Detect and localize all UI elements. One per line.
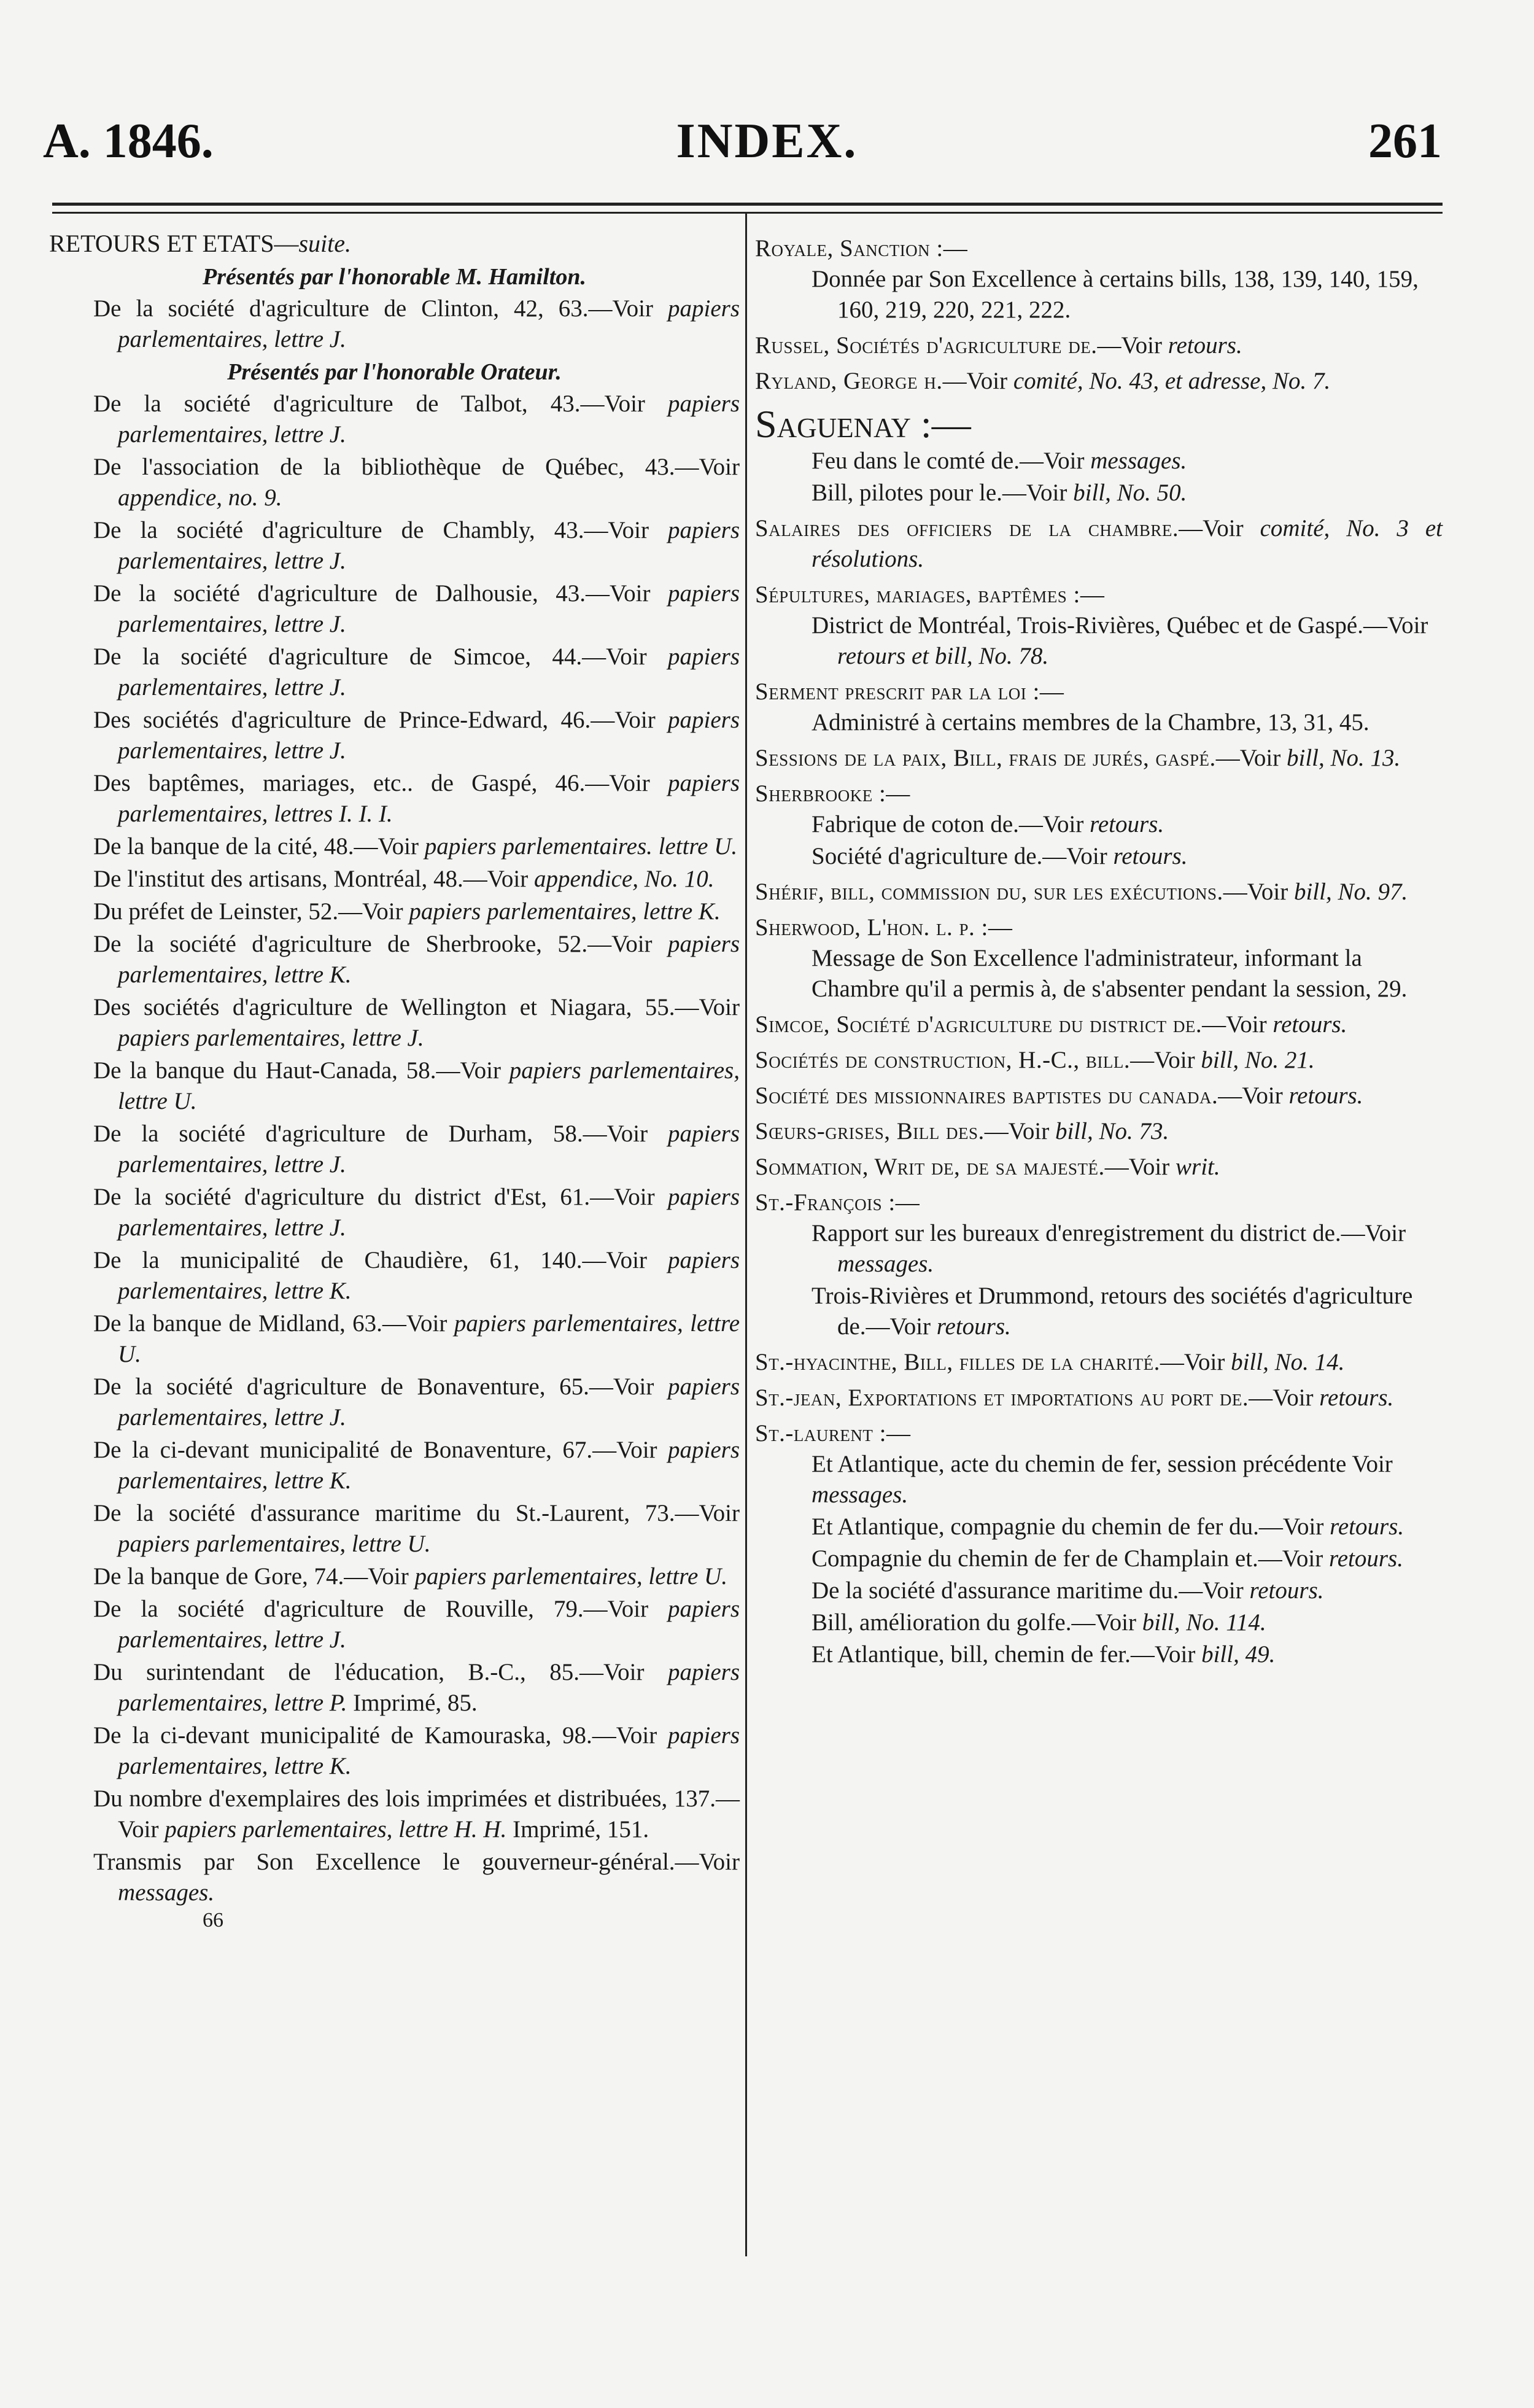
index-entry: De la société d'agriculture de Rouville, 79.—Voir papiers parlementaires, lettre J. <box>93 1596 740 1653</box>
header-rule-thick <box>52 203 1443 206</box>
index-entry: De la société d'agriculture de Dalhousie, 43.—Voir papiers parlementaires, lettre J. <box>93 580 740 637</box>
index-heading: Sociétés de construction, H.-C., bill.—Voir bill, No. 21. <box>755 1047 1315 1073</box>
index-entry: De la banque de la cité, 48.—Voir papiers parlementaires. lettre U. <box>93 833 738 860</box>
subheading-orateur: Présentés par l'honorable Orateur. <box>227 359 562 385</box>
index-entry: Des sociétés d'agriculture de Wellington et Niagara, 55.—Voir papiers parlementaires, lettre J. <box>93 994 740 1051</box>
index-heading: Sœurs-grises, Bill des.—Voir bill, No. 73. <box>755 1118 1169 1144</box>
index-heading: St.-laurent :— <box>755 1420 911 1447</box>
index-subentry: Et Atlantique, compagnie du chemin de fer du.—Voir retours. <box>812 1513 1404 1540</box>
index-entry: De la société d'agriculture de Sherbrooke, 52.—Voir papiers parlementaires, lettre K. <box>93 931 740 988</box>
index-subentry: Bill, amélioration du golfe.—Voir bill, No. 114. <box>812 1609 1266 1636</box>
index-entry: De la banque du Haut-Canada, 58.—Voir papiers parlementaires, lettre U. <box>93 1057 740 1114</box>
index-entry: De la société d'agriculture de Clinton, 42, 63.—Voir papiers parlementaires, lettre J. <box>93 295 740 352</box>
index-entry: De la municipalité de Chaudière, 61, 140.—Voir papiers parlementaires, lettre K. <box>93 1247 740 1304</box>
index-heading: Ryland, George h.—Voir comité, No. 43, et adresse, No. 7. <box>755 368 1331 394</box>
index-subentry: Compagnie du chemin de fer de Champlain et.—Voir retours. <box>812 1545 1403 1572</box>
index-entry: De la société d'assurance maritime du St.-Laurent, 73.—Voir papiers parlementaires, lettre U. <box>93 1500 740 1557</box>
index-entry: De la société d'agriculture de Bonaventure, 65.—Voir papiers parlementaires, lettre J. <box>93 1373 740 1431</box>
index-subentry: Bill, pilotes pour le.—Voir bill, No. 50. <box>812 480 1187 506</box>
index-entry: De l'institut des artisans, Montréal, 48.—Voir appendice, No. 10. <box>93 866 715 892</box>
subheading-hamilton: Présentés par l'honorable M. Hamilton. <box>203 264 586 290</box>
left-column <box>49 228 740 1931</box>
index-subentry: Donnée par Son Excellence à certains bills, 138, 139, 140, 159, 160, 219, 220, 221, 222. <box>812 266 1419 323</box>
index-entry: Du préfet de Leinster, 52.—Voir papiers parlementaires, lettre K. <box>93 898 721 925</box>
index-heading: Sépultures, mariages, baptêmes :— <box>755 581 1105 608</box>
index-subentry: Et Atlantique, acte du chemin de fer, session précédente Voir messages. <box>812 1451 1393 1508</box>
page-header <box>0 107 1534 175</box>
index-subentry: Et Atlantique, bill, chemin de fer.—Voir bill, 49. <box>812 1641 1276 1668</box>
index-heading: Royale, Sanction :— <box>755 235 968 262</box>
index-subentry: Trois-Rivières et Drummond, retours des sociétés d'agriculture de.—Voir retours. <box>812 1283 1413 1340</box>
index-entry: Des baptêmes, mariages, etc.. de Gaspé, 46.—Voir papiers parlementaires, lettres I. I. I. <box>93 770 740 827</box>
index-subentry: District de Montréal, Trois-Rivières, Québec et de Gaspé.—Voir retours et bill, No. 78. <box>812 612 1428 669</box>
index-entry: De la banque de Midland, 63.—Voir papiers parlementaires, lettre U. <box>93 1310 740 1367</box>
index-heading: St.-hyacinthe, Bill, filles de la charité.—Voir bill, No. 14. <box>755 1349 1345 1375</box>
index-entry: De la société d'agriculture de Talbot, 43.—Voir papiers parlementaires, lettre J. <box>93 390 740 448</box>
index-heading: Sherwood, L'hon. l. p. :— <box>755 914 1013 941</box>
column-divider <box>745 212 747 2256</box>
index-entry: Du nombre d'exemplaires des lois imprimées et distribuées, 137.—Voir papiers parlementaires, lettre H. H. Imprimé, 151. <box>93 1785 740 1843</box>
index-subentry: Fabrique de coton de.—Voir retours. <box>812 811 1164 837</box>
index-subentry: Message de Son Excellence l'administrateur, informant la Chambre qu'il a permis à, de s'absenter pendant la session, 29. <box>812 945 1408 1002</box>
index-entry: De la société d'agriculture de Durham, 58.—Voir papiers parlementaires, lettre J. <box>93 1120 740 1178</box>
index-heading: St.-François :— <box>755 1189 920 1216</box>
index-heading: Sessions de la paix, Bill, frais de jurés, gaspé.—Voir bill, No. 13. <box>755 745 1401 771</box>
index-heading: Russel, Sociétés d'agriculture de.—Voir retours. <box>755 332 1242 359</box>
index-entry: Du surintendant de l'éducation, B.-C., 85.—Voir papiers parlementaires, lettre P. Imprimé, 85. <box>93 1659 740 1716</box>
index-heading: Saguenay :— <box>755 402 971 446</box>
index-entry: De la ci-devant municipalité de Bonaventure, 67.—Voir papiers parlementaires, lettre K. <box>93 1437 740 1494</box>
index-heading: Serment prescrit par la loi :— <box>755 678 1064 705</box>
section-heading: RETOURS ET ETATS—suite. <box>49 230 352 257</box>
index-entry: De la société d'agriculture de Simcoe, 44.—Voir papiers parlementaires, lettre J. <box>93 643 740 701</box>
page-number: 261 <box>1368 114 1442 168</box>
index-entry: De l'association de la bibliothèque de Québec, 43.—Voir appendice, no. 9. <box>93 454 740 511</box>
index-heading: Sommation, Writ de, de sa majesté.—Voir writ. <box>755 1154 1220 1180</box>
index-entry: Transmis par Son Excellence le gouverneur-général.—Voir messages. <box>93 1849 740 1906</box>
index-heading: Sherbrooke :— <box>755 780 910 807</box>
index-entry: De la société d'agriculture du district d'Est, 61.—Voir papiers parlementaires, lettre J. <box>93 1184 740 1241</box>
session-year: A. 1846. <box>43 114 214 168</box>
index-heading: Salaires des officiers de la chambre.—Voir comité, No. 3 et résolutions. <box>755 515 1443 572</box>
index-heading: Simcoe, Société d'agriculture du district de.—Voir retours. <box>755 1011 1347 1038</box>
right-column <box>755 228 1443 1671</box>
signature-mark: 66 <box>203 1909 223 1932</box>
index-entry: De la banque de Gore, 74.—Voir papiers parlementaires, lettre U. <box>93 1563 727 1590</box>
index-heading: Shérif, bill, commission du, sur les exécutions.—Voir bill, No. 97. <box>755 879 1408 905</box>
index-entry: De la ci-devant municipalité de Kamouraska, 98.—Voir papiers parlementaires, lettre K. <box>93 1722 740 1779</box>
page-title: INDEX. <box>676 114 858 168</box>
index-heading: Société des missionnaires baptistes du canada.—Voir retours. <box>755 1082 1363 1109</box>
index-heading: St.-jean, Exportations et importations au port de.—Voir retours. <box>755 1385 1394 1411</box>
index-subentry: De la société d'assurance maritime du.—Voir retours. <box>812 1577 1324 1604</box>
index-entry: De la société d'agriculture de Chambly, 43.—Voir papiers parlementaires, lettre J. <box>93 517 740 574</box>
index-subentry: Administré à certains membres de la Chambre, 13, 31, 45. <box>812 709 1369 736</box>
header-rule-thin <box>52 212 1443 214</box>
index-subentry: Rapport sur les bureaux d'enregistrement du district de.—Voir messages. <box>812 1220 1406 1277</box>
index-subentry: Société d'agriculture de.—Voir retours. <box>812 843 1188 869</box>
index-entry: Des sociétés d'agriculture de Prince-Edward, 46.—Voir papiers parlementaires, lettre J. <box>93 707 740 764</box>
index-subentry: Feu dans le comté de.—Voir messages. <box>812 448 1187 474</box>
